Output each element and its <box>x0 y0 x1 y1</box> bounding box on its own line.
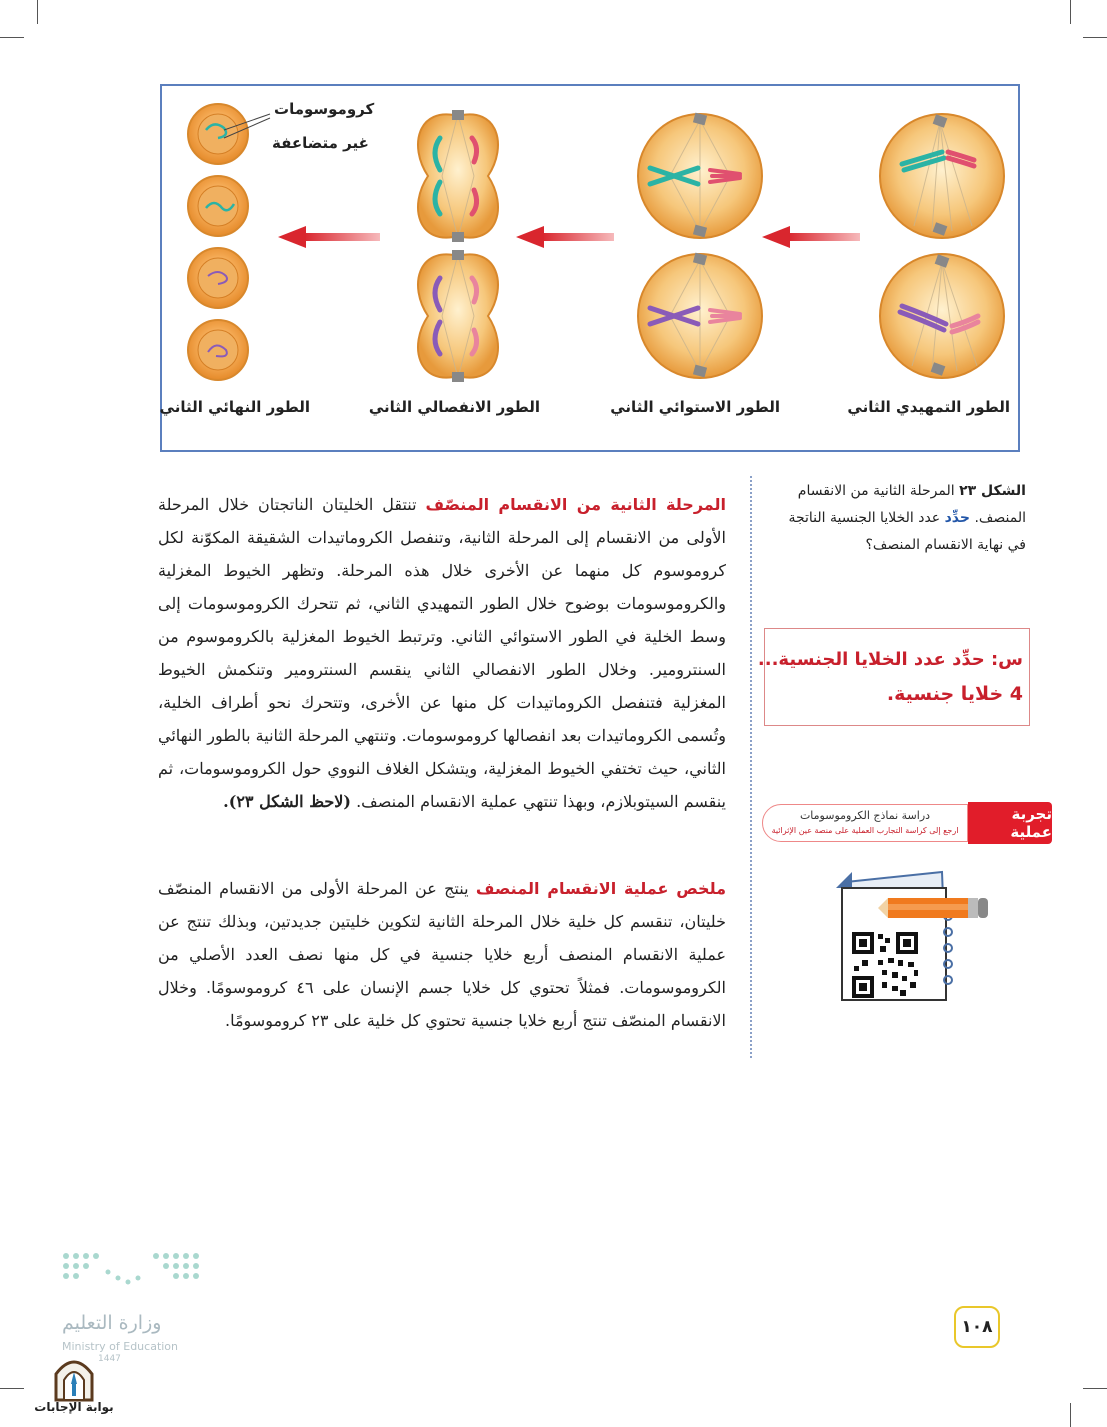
telophase-ii-cell <box>188 176 248 236</box>
metaphase-ii-cell <box>638 113 762 238</box>
arrow-left-icon <box>516 226 614 248</box>
stage-label-prophase-ii: الطور التمهيدي الثاني <box>847 398 1010 416</box>
caption-question: عدد الخلايا الجنسية الناتجة في نهاية الانقسام المنصف؟ <box>788 510 1026 553</box>
anaphase-ii-cell <box>418 110 498 242</box>
crop-mark <box>37 0 38 24</box>
prophase-ii-cell <box>880 114 1004 238</box>
ministry-logo <box>58 1248 208 1368</box>
mosque-icon <box>34 1352 114 1402</box>
telophase-ii-cell <box>188 320 248 380</box>
stage-label-anaphase-ii: الطور الانفصالي الثاني <box>368 398 540 416</box>
ministry-year: 1447 <box>98 1354 121 1364</box>
lab-title: دراسة نماذج الكروموسومات <box>799 809 931 822</box>
crop-mark <box>1083 1388 1107 1389</box>
ministry-name-arabic: وزارة التعليم <box>62 1312 162 1334</box>
paragraph-summary <box>158 872 726 1037</box>
term-highlight: ملخص عملية الانقسام المنصف <box>475 879 727 898</box>
paragraph-meiosis-ii <box>158 488 726 818</box>
answer-text: 4 خلايا جنسية. <box>886 683 1023 705</box>
crop-mark <box>1070 1403 1071 1427</box>
paragraph-text: تنتقل الخليتان الناتجتان خلال المرحلة الأولى من الانقسام إلى المرحلة الثانية، وتنفصل الكروماتيدات الشقيقة المكوّنة لكل كروموسوم كل منهما عن الأخرى خلال هذه المرحلة. وتظهر الخيوط المغزلية والكروموسومات بوضوح خلال الطور التمهيدي الثاني، ثم تتحرك الكروموسومات إلى وسط الخلية في الطور الاستوائي الثاني. وترتبط الخيوط المغزلية بالكروموسوم من السنترومير. وخلال الطور الانفصالي الثاني ينقسم السنترومير وتنكمش الخيوط المغزلية فتنفصل الكروماتيدات كل منها عن الأخرى، وتتحرك نحو أطراف الخلية، وتُسمى الكروماتيدات بعد انفصالها كروموسومات. وتنتهي المرحلة الثانية بالطور النهائي الثاني، حيث تختفي الخيوط المغزلية، ويتشكل الغلاف النووي حول الكروموسومات، ثم ينقسم السيتوبلازم، وبهذا تنتهي عملية الانقسام المنصف. <box>158 495 727 811</box>
pencil-icon <box>878 898 988 918</box>
stage-label-metaphase-ii: الطور الاستوائي الثاني <box>610 398 780 416</box>
ministry-name-english: Ministry of Education <box>62 1340 179 1353</box>
callout-line2: غير متضاعفة <box>272 134 369 152</box>
stage-label-telophase-ii: الطور النهائي الثاني <box>159 398 310 416</box>
metaphase-ii-cell <box>638 253 762 378</box>
prophase-ii-cell <box>880 254 1004 378</box>
caption-text: المرحلة الثانية من الانقسام المنصف. <box>797 483 1026 526</box>
caption-question-word: حدِّد <box>944 510 970 526</box>
telophase-ii-cell <box>188 104 248 164</box>
answers-portal-logo <box>34 1352 114 1418</box>
crop-mark <box>1070 0 1071 24</box>
figure-number: الشكل ٢٣ <box>959 483 1026 499</box>
anaphase-ii-cell <box>418 250 498 382</box>
answer-question: س: حدِّد عدد الخلايا الجنسية... <box>757 649 1023 670</box>
figure-reference: (لاحظ الشكل ٢٣). <box>223 792 351 811</box>
arrow-left-icon <box>762 226 860 248</box>
term-highlight: المرحلة الثانية من الانقسام المنصّف <box>425 495 726 514</box>
crop-mark <box>0 37 24 38</box>
answer-box <box>757 628 1030 726</box>
ministry-dots-icon <box>58 1248 208 1308</box>
figure-caption <box>772 478 1026 559</box>
arrow-left-icon <box>278 226 380 248</box>
portal-name: بوابة الإجابات <box>34 1400 114 1414</box>
paragraph-text: ينتج عن المرحلة الأولى من الانقسام المنصّف خليتان، تنقسم كل خلية خلال المرحلة الثانية لتكوين خليتين جديدتين، وبذلك تنتج عن عملية الانقسام المنصف أربع خلايا جنسية في كل منها نصف العدد الأصلي من الكروموسومات. فمثلاً تحتوي كل خلايا جسم الإنسان على ٤٦ كروموسومًا. وخلال الانقسام المنصّف تنتج أربع خلايا جنسية تحتوي كل خلية على ٢٣ كروموسومًا. <box>158 879 727 1030</box>
meiosis-ii-figure <box>160 84 1020 452</box>
page-number: ١٠٨ <box>954 1306 1000 1348</box>
telophase-ii-cell <box>188 248 248 308</box>
lab-subtitle: ارجع إلى كراسة التجارب العملية على منصة عين الإثرائية <box>771 826 959 835</box>
qr-code-icon[interactable] <box>822 866 992 1012</box>
lab-body <box>762 804 968 842</box>
lab-banner[interactable] <box>760 802 1052 844</box>
lab-tag: تجربة عملية <box>968 802 1052 844</box>
crop-mark <box>0 1388 24 1389</box>
column-divider <box>750 476 752 1058</box>
crop-mark <box>1083 37 1107 38</box>
callout-line1: كروموسومات <box>274 100 375 118</box>
